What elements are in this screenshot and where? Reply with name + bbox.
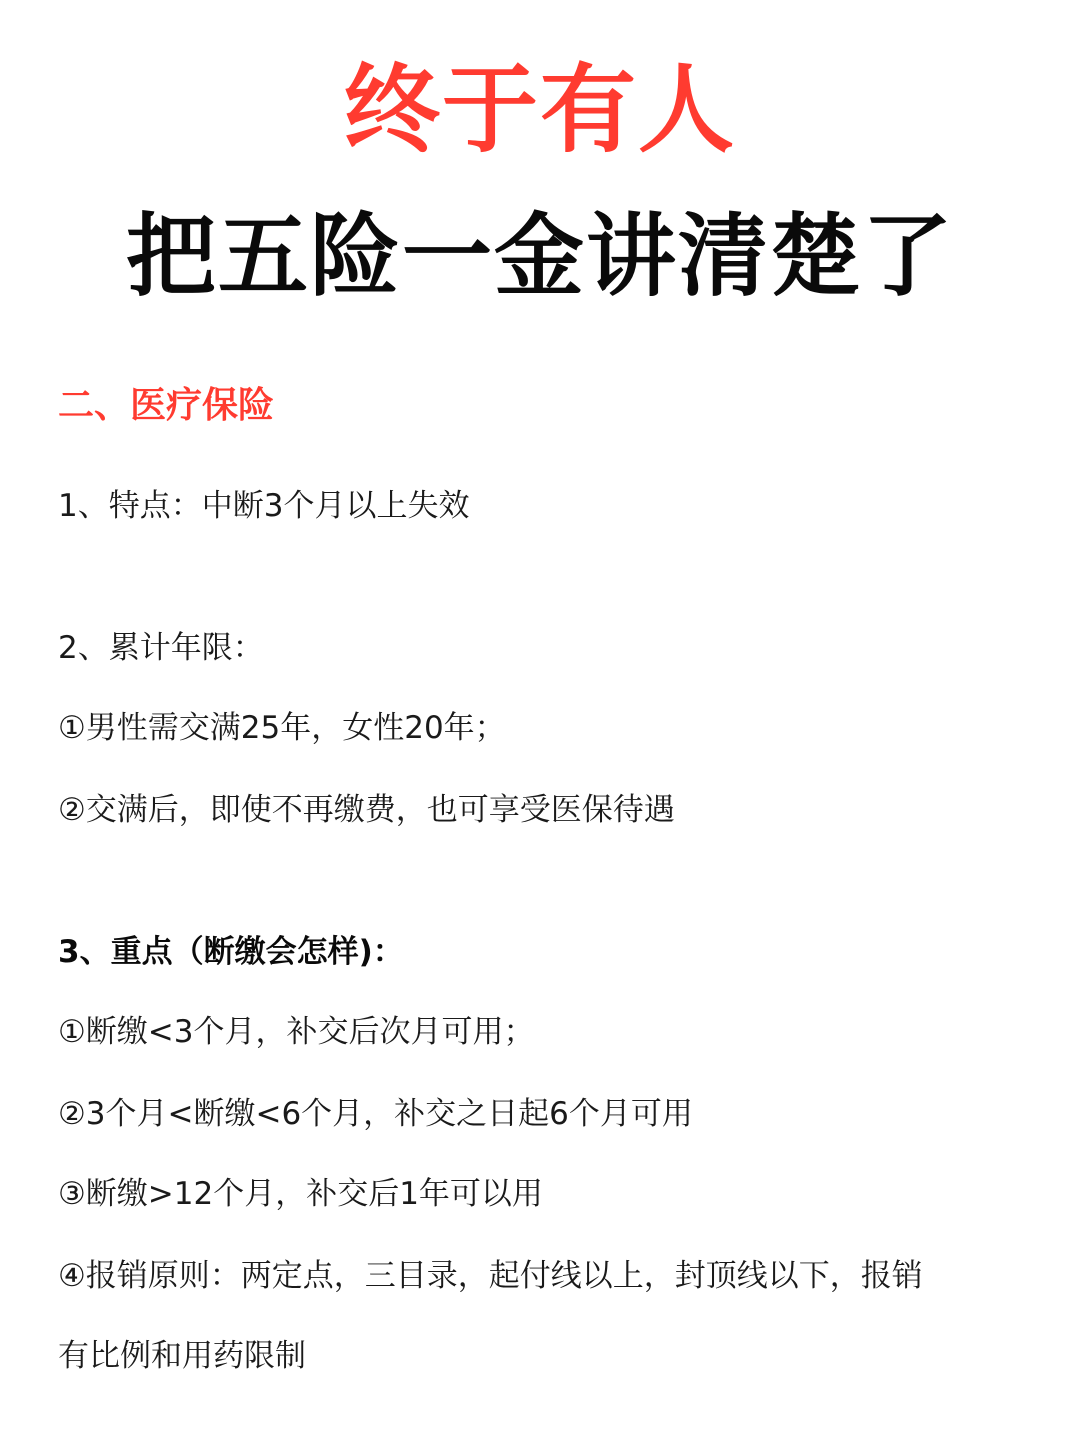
key-points-heading: 3、重点（断缴会怎样)：	[58, 934, 404, 970]
key-item-1: ①断缴<3个月，补交后次月可用；	[58, 1014, 535, 1050]
key-item-2: ②3个月<断缴<6个月，补交之日起6个月可用	[58, 1096, 693, 1132]
key-item-3: ③断缴>12个月，补交后1年可以用	[58, 1176, 543, 1212]
title-line-1: 终于有人	[344, 54, 736, 166]
section-heading-medical-insurance: 二、医疗保险	[58, 385, 275, 426]
title-line-2: 把五险一金讲清楚了	[126, 204, 954, 309]
key-item-4-line-2: 有比例和用药限制	[58, 1338, 306, 1374]
years-item-1: ①男性需交满25年，女性20年；	[58, 710, 506, 746]
years-heading: 2、累计年限：	[58, 630, 264, 666]
key-item-4-line-1: ④报销原则：两定点，三目录，起付线以上，封顶线以下，报销	[58, 1258, 923, 1294]
feature-line: 1、特点：中断3个月以上失效	[58, 488, 470, 524]
years-item-2: ②交满后，即使不再缴费，也可享受医保待遇	[58, 792, 675, 828]
